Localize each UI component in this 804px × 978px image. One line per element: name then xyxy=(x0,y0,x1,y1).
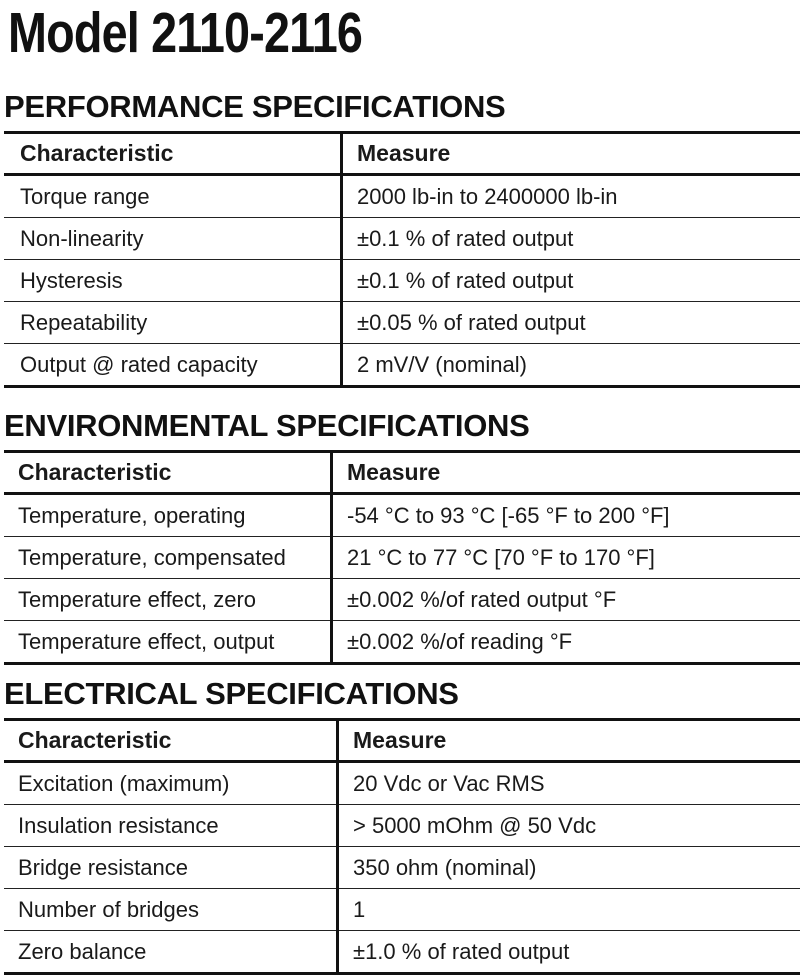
measure-cell: 21 °C to 77 °C [70 °F to 170 °F] xyxy=(332,537,801,579)
table-row xyxy=(4,218,800,260)
column-header-characteristic: Characteristic xyxy=(4,452,332,494)
characteristic-cell: Insulation resistance xyxy=(4,805,338,847)
characteristic-cell: Repeatability xyxy=(4,302,342,344)
characteristic-cell: Temperature effect, output xyxy=(4,621,332,664)
characteristic-cell: Torque range xyxy=(4,175,342,218)
spec-table xyxy=(4,450,800,665)
characteristic-cell: Temperature, compensated xyxy=(4,537,332,579)
column-header-measure: Measure xyxy=(332,452,801,494)
table-header-row xyxy=(4,720,800,762)
spec-table xyxy=(4,718,800,975)
spec-table xyxy=(4,131,800,388)
table-row xyxy=(4,537,800,579)
column-header-measure: Measure xyxy=(338,720,801,762)
measure-cell: ±0.05 % of rated output xyxy=(342,302,801,344)
characteristic-cell: Excitation (maximum) xyxy=(4,762,338,805)
environmental-specifications-section xyxy=(4,409,804,665)
table-row xyxy=(4,847,800,889)
characteristic-cell: Non-linearity xyxy=(4,218,342,260)
measure-cell: ±0.002 %/of reading °F xyxy=(332,621,801,664)
measure-cell: > 5000 mOhm @ 50 Vdc xyxy=(338,805,801,847)
column-header-characteristic: Characteristic xyxy=(4,720,338,762)
characteristic-cell: Number of bridges xyxy=(4,889,338,931)
electrical-specifications-section xyxy=(4,677,804,975)
table-row xyxy=(4,762,800,805)
table-header-row xyxy=(4,133,800,175)
characteristic-cell: Temperature effect, zero xyxy=(4,579,332,621)
column-header-characteristic: Characteristic xyxy=(4,133,342,175)
measure-cell: ±0.1 % of rated output xyxy=(342,218,801,260)
measure-cell: ±0.1 % of rated output xyxy=(342,260,801,302)
measure-cell: 20 Vdc or Vac RMS xyxy=(338,762,801,805)
table-row xyxy=(4,621,800,664)
measure-cell: 1 xyxy=(338,889,801,931)
table-row xyxy=(4,494,800,537)
characteristic-cell: Zero balance xyxy=(4,931,338,974)
table-row xyxy=(4,302,800,344)
table-row xyxy=(4,889,800,931)
table-row xyxy=(4,175,800,218)
characteristic-cell: Output @ rated capacity xyxy=(4,344,342,387)
measure-cell: 350 ohm (nominal) xyxy=(338,847,801,889)
measure-cell: 2000 lb-in to 2400000 lb-in xyxy=(342,175,801,218)
section-heading: ELECTRICAL SPECIFICATIONS xyxy=(4,676,459,711)
measure-cell: -54 °C to 93 °C [-65 °F to 200 °F] xyxy=(332,494,801,537)
table-header-row xyxy=(4,452,800,494)
table-row xyxy=(4,344,800,387)
page-title: Model 2110-2116 xyxy=(8,1,363,65)
characteristic-cell: Bridge resistance xyxy=(4,847,338,889)
section-heading: PERFORMANCE SPECIFICATIONS xyxy=(4,89,506,124)
table-row xyxy=(4,579,800,621)
column-header-measure: Measure xyxy=(342,133,801,175)
measure-cell: ±1.0 % of rated output xyxy=(338,931,801,974)
performance-specifications-section xyxy=(4,90,804,388)
characteristic-cell: Temperature, operating xyxy=(4,494,332,537)
table-row xyxy=(4,260,800,302)
section-heading: ENVIRONMENTAL SPECIFICATIONS xyxy=(4,408,530,443)
measure-cell: 2 mV/V (nominal) xyxy=(342,344,801,387)
characteristic-cell: Hysteresis xyxy=(4,260,342,302)
table-row xyxy=(4,805,800,847)
table-row xyxy=(4,931,800,974)
measure-cell: ±0.002 %/of rated output °F xyxy=(332,579,801,621)
